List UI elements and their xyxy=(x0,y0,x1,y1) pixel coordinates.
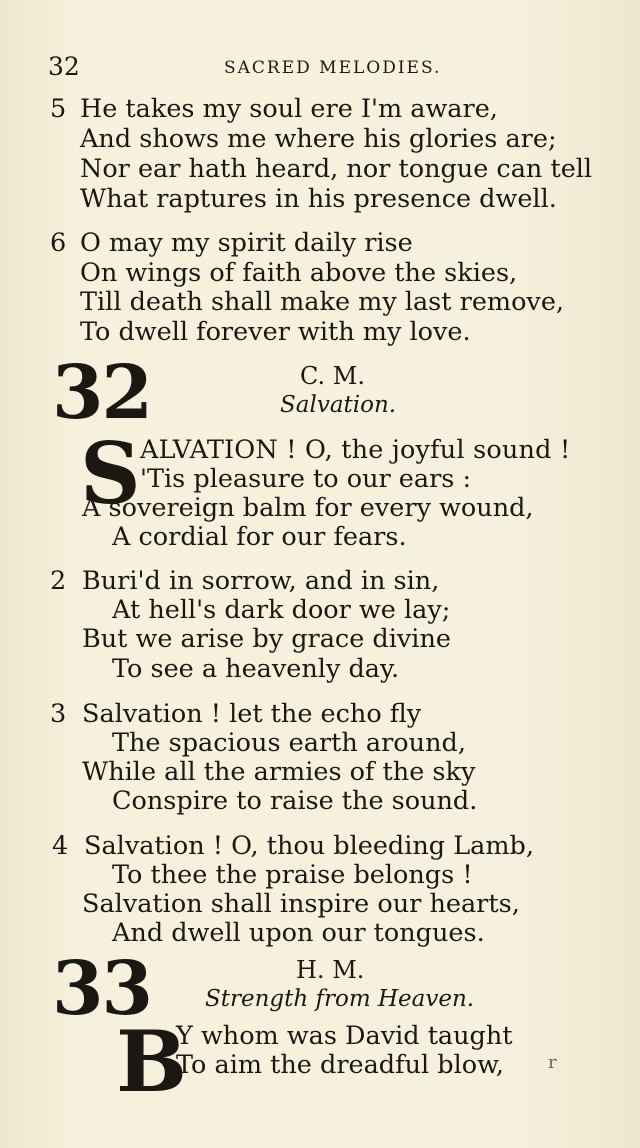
verse-line: What raptures in his presence dwell. xyxy=(80,184,557,214)
verse-line: On wings of faith above the skies, xyxy=(80,258,518,288)
stanza-number: 4 xyxy=(52,831,69,861)
hymn-meter: H. M. xyxy=(296,956,365,984)
verse-line: Conspire to raise the sound. xyxy=(112,786,478,816)
verse-line: To dwell forever with my love. xyxy=(80,317,471,347)
verse-line: And shows me where his glories are; xyxy=(80,124,557,154)
hymn-number: 33 xyxy=(52,946,151,1032)
stanza-number: 2 xyxy=(50,566,67,596)
running-head: SACRED MELODIES. xyxy=(224,58,442,78)
margin-mark: r xyxy=(548,1052,557,1073)
drop-cap: S xyxy=(80,424,141,523)
verse-line: A cordial for our fears. xyxy=(112,522,407,552)
verse-line: Salvation ! O, thou bleeding Lamb, xyxy=(84,831,534,861)
page-number: 32 xyxy=(48,52,80,81)
verse-line: To see a heavenly day. xyxy=(112,654,400,684)
verse-line: Nor ear hath heard, nor tongue can tell xyxy=(80,154,593,184)
verse-line: A sovereign balm for every wound, xyxy=(82,493,534,523)
verse-line: O may my spirit daily rise xyxy=(80,228,413,258)
verse-line: The spacious earth around, xyxy=(112,728,466,758)
verse-line: Y whom was David taught xyxy=(176,1021,513,1051)
verse-line: ALVATION ! O, the joyful sound ! xyxy=(140,435,571,465)
stanza-number: 6 xyxy=(50,228,67,258)
hymn-meter: C. M. xyxy=(300,362,365,390)
verse-line: At hell's dark door we lay; xyxy=(112,595,451,625)
hymn-title: Strength from Heaven. xyxy=(205,986,475,1012)
stanza-number: 5 xyxy=(50,94,67,124)
verse-line: Salvation ! let the echo fly xyxy=(82,699,422,729)
verse-line: 'Tis pleasure to our ears : xyxy=(140,464,472,494)
verse-line: Buri'd in sorrow, and in sin, xyxy=(82,566,440,596)
verse-line: Salvation shall inspire our hearts, xyxy=(82,889,520,919)
verse-line: To thee the praise belongs ! xyxy=(112,860,473,890)
verse-line: He takes my soul ere I'm aware, xyxy=(80,94,498,124)
stanza-number: 3 xyxy=(50,699,67,729)
verse-line: While all the armies of the sky xyxy=(82,757,476,787)
verse-line: Till death shall make my last remove, xyxy=(80,287,565,317)
verse-line: But we arise by grace divine xyxy=(82,624,451,654)
verse-line: And dwell upon our tongues. xyxy=(112,918,485,948)
hymn-title: Salvation. xyxy=(280,392,397,418)
hymn-number: 32 xyxy=(52,350,151,436)
verse-line: To aim the dreadful blow, xyxy=(176,1050,504,1080)
drop-cap: B xyxy=(116,1012,187,1111)
